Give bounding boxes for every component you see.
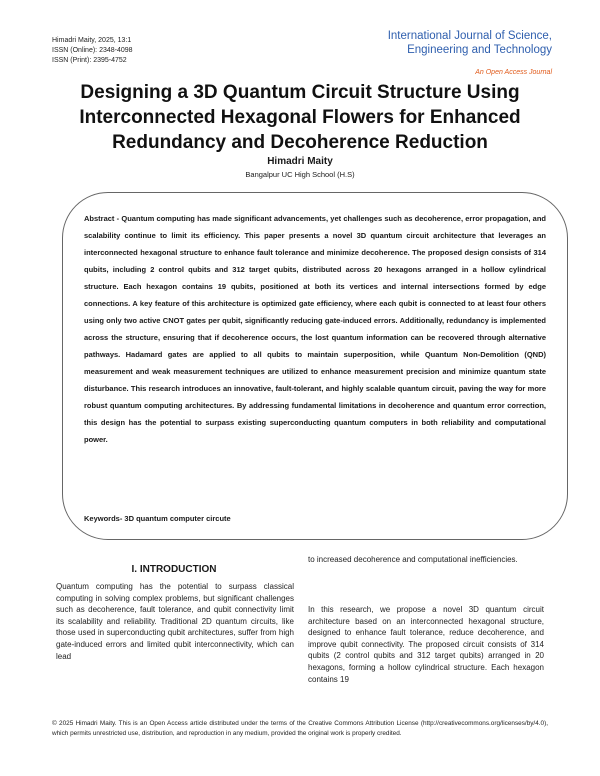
author-affiliation: Bangalpur UC High School (H.S) [245,170,355,179]
license-footer: © 2025 Himadri Maity. This is an Open Access article distributed under the terms of the Creative Commons Attribution License (http://creativecommons.org/licenses/by/4.0), which permits unrestricted use, distribution, and reproduction in any medium, provided the original work is properly credited. [52,720,548,737]
citation-block [52,36,133,66]
issn-print: ISSN (Print): 2395-4752 [52,57,127,64]
intro-left-column: Quantum computing has the potential to surpass classical computing in solving complex problems, but significant challenges such as decoherence, fault tolerance, and qubit connectivity limit its scalability and reliability. Traditional 2D quantum circuits, like those used in superconducting qubit architectures, suffer from high gate-induced errors and limited qubit interconnectivity, which can lead [56,582,294,661]
citation: Himadri Maity, 2025, 13:1 [52,37,132,44]
abstract-text: Abstract - Quantum computing has made significant advancements, yet challenges such as decoherence, error propagation, and scalability continue to limit its efficiency. This paper presents a novel 3D quantum circuit architecture that leverages an interconnected hexagonal structure to enhance fault tolerance and minimize decoherence. The proposed design consists of 314 qubits, including 2 control qubits and 312 target qubits, distributed across 20 hexagons arranged in a hollow cylindrical structure. Each hexagon contains 19 qubits, positioned at both its vertices and internal intersections formed by edge connections. A key feature of this architecture is optimized gate efficiency, where each qubit is connected to at least four others using only two active CNOT gates per qubit, significantly reducing gate-induced errors. Additionally, redundancy is implemented across the structure, ensuring that if decoherence occurs, the lost quantum information can be recovered through alternative pathways. Hadamard gates are applied to all qubits to maintain superposition, while Quantum Non-Demolition (QND) measurement and weak measurement techniques are utilized to enhance measurement precision and minimize quantum state disturbance. This research introduces an innovative, fault-tolerant, and highly scalable quantum circuit, paving the way for more robust quantum computing architectures. By addressing fundamental limitations in decoherence and quantum error correction, this design has the potential to surpass existing superconducting quantum computers in both reliability and computational power. [84,214,546,444]
journal-name [332,29,552,57]
journal-name-line2: Engineering and Technology [407,44,552,56]
intro-right-column-continuation: to increased decoherence and computational inefficiencies. [308,555,518,564]
open-access-label: An Open Access Journal [475,69,552,76]
journal-name-line1: International Journal of Science, [387,30,552,42]
keywords: Keywords- 3D quantum computer circute [84,514,231,523]
author-name: Himadri Maity [267,156,333,167]
paper-title: Designing a 3D Quantum Circuit Structure Using Interconnected Hexagonal Flowers for Enhanced Redundancy and Decoherence Reduction [79,82,521,153]
intro-right-column: In this research, we propose a novel 3D quantum circuit architecture based on an interconnected hexagonal structure, designed to enhance fault tolerance, reduce decoherence, and improve qubit connectivity. The proposed circuit consists of 314 qubits (2 control qubits and 312 target qubits) arranged in 20 hexagons, forming a hollow cylindrical structure. Each hexagon contains 19 [308,605,544,684]
issn-online: ISSN (Online): 2348-4098 [52,47,133,54]
section-heading-introduction: I. INTRODUCTION [131,564,217,575]
